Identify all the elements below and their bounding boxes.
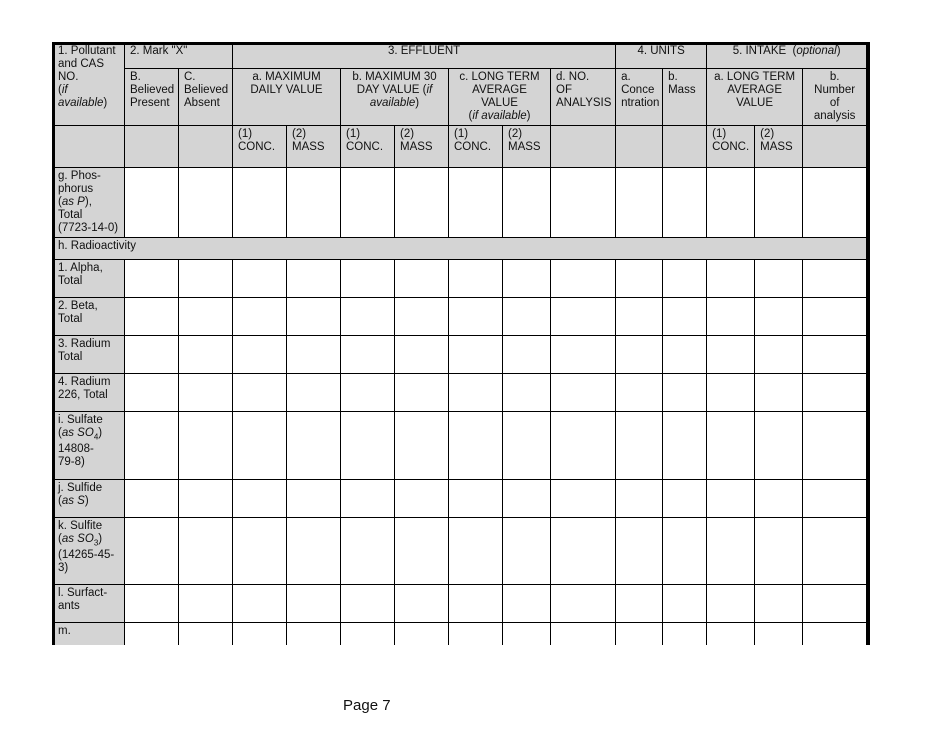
entry-cell[interactable]	[755, 336, 803, 374]
table-row	[53, 298, 870, 336]
entry-cell[interactable]	[395, 374, 449, 412]
entry-cell[interactable]	[503, 518, 551, 585]
entry-cell[interactable]	[867, 374, 870, 412]
pollutant-label-radium-226: 4. Radium 226, Total	[53, 374, 125, 412]
entry-cell[interactable]	[551, 260, 616, 298]
entry-cell[interactable]	[803, 412, 867, 480]
entry-cell[interactable]	[287, 623, 341, 646]
entry-cell[interactable]	[755, 298, 803, 336]
table-row	[53, 260, 870, 298]
pollutant-label-radium: 3. Radium Total	[53, 336, 125, 374]
entry-cell[interactable]	[616, 374, 663, 412]
entry-cell[interactable]	[125, 480, 179, 518]
page-number: Page 7	[343, 697, 391, 714]
entry-cell[interactable]	[663, 336, 707, 374]
entry-cell[interactable]	[755, 168, 803, 238]
entry-cell[interactable]	[803, 623, 867, 646]
entry-cell[interactable]	[616, 480, 663, 518]
form-table-region	[52, 42, 870, 645]
blank-header-cell	[551, 126, 616, 168]
units-header: 4. UNITS	[616, 43, 707, 69]
entry-cell[interactable]	[707, 518, 755, 585]
mass-header: b. Mass	[663, 69, 707, 126]
entry-cell[interactable]	[233, 412, 287, 480]
entry-cell[interactable]	[503, 412, 551, 480]
entry-cell[interactable]	[395, 585, 449, 623]
entry-cell[interactable]	[179, 585, 233, 623]
entry-cell[interactable]	[449, 412, 503, 480]
table-row	[53, 336, 870, 374]
entry-cell[interactable]	[449, 623, 503, 646]
entry-cell[interactable]	[395, 336, 449, 374]
entry-cell[interactable]	[179, 336, 233, 374]
entry-cell[interactable]	[341, 374, 395, 412]
entry-cell[interactable]	[803, 260, 867, 298]
entry-cell[interactable]	[867, 412, 870, 480]
blank-header-cell	[616, 126, 663, 168]
concentration-header: a. Conce ntration	[616, 69, 663, 126]
entry-cell[interactable]	[616, 336, 663, 374]
entry-cell[interactable]	[867, 480, 870, 518]
entry-cell[interactable]	[551, 412, 616, 480]
entry-cell[interactable]	[395, 412, 449, 480]
entry-cell[interactable]	[663, 412, 707, 480]
entry-cell[interactable]	[503, 480, 551, 518]
entry-cell[interactable]	[287, 168, 341, 238]
entry-cell[interactable]	[707, 168, 755, 238]
entry-cell[interactable]	[125, 585, 179, 623]
entry-cell[interactable]	[707, 298, 755, 336]
entry-cell[interactable]	[867, 298, 870, 336]
entry-cell[interactable]	[125, 374, 179, 412]
entry-cell[interactable]	[551, 168, 616, 238]
entry-cell[interactable]	[287, 260, 341, 298]
entry-cell[interactable]	[395, 168, 449, 238]
entry-cell[interactable]	[233, 480, 287, 518]
entry-cell[interactable]	[803, 518, 867, 585]
entry-cell[interactable]	[551, 623, 616, 646]
entry-cell[interactable]	[233, 585, 287, 623]
entry-cell[interactable]	[663, 518, 707, 585]
entry-cell[interactable]	[755, 518, 803, 585]
entry-cell[interactable]	[125, 298, 179, 336]
pollutant-label-sulfate: i. Sulfate (as $SO_4$) 14808- 79-8)	[53, 412, 125, 480]
entry-cell[interactable]	[449, 168, 503, 238]
section-radioactivity: h. Radioactivity	[53, 238, 867, 260]
blank-header-cell	[663, 126, 707, 168]
entry-cell[interactable]	[395, 260, 449, 298]
table-row	[53, 623, 870, 646]
entry-cell[interactable]	[341, 298, 395, 336]
entry-cell[interactable]	[755, 260, 803, 298]
entry-cell[interactable]	[287, 518, 341, 585]
entry-cell[interactable]	[449, 336, 503, 374]
entry-cell[interactable]	[755, 412, 803, 480]
max-30-conc-header: (1) CONC.	[341, 126, 395, 168]
entry-cell[interactable]	[503, 623, 551, 646]
entry-cell[interactable]	[551, 518, 616, 585]
entry-cell[interactable]	[233, 168, 287, 238]
max-daily-mass-header: (2) MASS	[287, 126, 341, 168]
entry-cell[interactable]	[287, 336, 341, 374]
blank-header-cell	[125, 126, 179, 168]
entry-cell[interactable]	[179, 623, 233, 646]
max-30-mass-header: (2) MASS	[395, 126, 449, 168]
entry-cell[interactable]	[233, 374, 287, 412]
blank-header-cell	[179, 126, 233, 168]
pollutant-label-alpha: 1. Alpha, Total	[53, 260, 125, 298]
entry-cell[interactable]	[663, 260, 707, 298]
intake-long-term-header: a. LONG TERM AVERAGE VALUE	[707, 69, 803, 126]
entry-cell[interactable]	[707, 336, 755, 374]
entry-cell[interactable]	[616, 518, 663, 585]
entry-cell[interactable]	[867, 585, 870, 623]
entry-cell[interactable]	[663, 623, 707, 646]
entry-cell[interactable]	[663, 374, 707, 412]
entry-cell[interactable]	[503, 168, 551, 238]
entry-cell[interactable]	[449, 518, 503, 585]
entry-cell[interactable]	[395, 480, 449, 518]
entry-cell[interactable]	[867, 260, 870, 298]
table-row	[53, 168, 870, 238]
entry-cell[interactable]	[707, 260, 755, 298]
pollutant-label-phosphorus: g. Phos- phorus (as P), Total (7723-14-0)	[53, 168, 125, 238]
pollutant-label-m: m.	[53, 623, 125, 646]
mark-header: 2. Mark "X"	[125, 43, 233, 69]
entry-cell[interactable]	[179, 374, 233, 412]
entry-cell[interactable]	[755, 374, 803, 412]
max-30-day-header: b. MAXIMUM 30 DAY VALUE (if available)	[341, 69, 449, 126]
pollutant-label-sulfite: k. Sulfite (as $SO_3$) (14265-45- 3)	[53, 518, 125, 585]
entry-cell[interactable]	[803, 336, 867, 374]
table-row	[53, 585, 870, 623]
table-row	[53, 518, 870, 585]
entry-cell[interactable]	[707, 412, 755, 480]
entry-cell[interactable]	[503, 298, 551, 336]
pollutant-header: 1. Pollutant and CAS NO. (if available)	[53, 43, 125, 126]
entry-cell[interactable]	[287, 412, 341, 480]
entry-cell[interactable]	[287, 298, 341, 336]
entry-cell[interactable]	[287, 480, 341, 518]
entry-cell[interactable]	[551, 336, 616, 374]
entry-cell[interactable]	[449, 480, 503, 518]
entry-cell[interactable]	[503, 336, 551, 374]
entry-cell[interactable]	[616, 298, 663, 336]
num-analysis-header: d. NO. OF ANALYSIS	[551, 69, 616, 126]
entry-cell[interactable]	[551, 374, 616, 412]
entry-cell[interactable]	[755, 585, 803, 623]
entry-cell[interactable]	[341, 336, 395, 374]
entry-cell[interactable]	[803, 374, 867, 412]
blank-header-cell	[53, 126, 125, 168]
entry-cell[interactable]	[755, 623, 803, 646]
entry-cell[interactable]	[867, 168, 870, 238]
entry-cell[interactable]	[803, 168, 867, 238]
entry-cell[interactable]	[179, 518, 233, 585]
entry-cell[interactable]	[551, 298, 616, 336]
entry-cell[interactable]	[395, 298, 449, 336]
entry-cell[interactable]	[707, 480, 755, 518]
entry-cell[interactable]	[125, 623, 179, 646]
table-row	[53, 412, 870, 480]
entry-cell[interactable]	[503, 260, 551, 298]
entry-cell[interactable]	[551, 585, 616, 623]
entry-cell[interactable]	[233, 260, 287, 298]
entry-cell[interactable]	[803, 298, 867, 336]
entry-cell[interactable]	[663, 298, 707, 336]
entry-cell[interactable]	[616, 412, 663, 480]
entry-cell[interactable]	[803, 585, 867, 623]
entry-cell[interactable]	[707, 585, 755, 623]
long-term-conc-header: (1) CONC.	[449, 126, 503, 168]
entry-cell[interactable]	[341, 623, 395, 646]
entry-cell[interactable]	[287, 374, 341, 412]
entry-cell[interactable]	[233, 336, 287, 374]
intake-header: 5. INTAKE (optional)	[707, 43, 867, 69]
entry-cell[interactable]	[125, 260, 179, 298]
entry-cell[interactable]	[616, 623, 663, 646]
entry-cell[interactable]	[449, 298, 503, 336]
entry-cell[interactable]	[449, 374, 503, 412]
entry-cell[interactable]	[503, 585, 551, 623]
long-term-mass-header: (2) MASS	[503, 126, 551, 168]
entry-cell[interactable]	[803, 480, 867, 518]
entry-cell[interactable]	[179, 480, 233, 518]
table-row	[53, 480, 870, 518]
pollutant-label-sulfide: j. Sulfide (as S)	[53, 480, 125, 518]
max-daily-conc-header: (1) CONC.	[233, 126, 287, 168]
intake-number-header: b. Number of analysis	[803, 69, 867, 126]
entry-cell[interactable]	[449, 585, 503, 623]
max-daily-header: a. MAXIMUM DAILY VALUE	[233, 69, 341, 126]
entry-cell[interactable]	[503, 374, 551, 412]
entry-cell[interactable]	[125, 336, 179, 374]
entry-cell[interactable]	[867, 518, 870, 585]
entry-cell[interactable]	[233, 298, 287, 336]
blank-header-cell	[803, 126, 867, 168]
entry-cell[interactable]	[125, 168, 179, 238]
entry-cell[interactable]	[707, 374, 755, 412]
entry-cell[interactable]	[287, 585, 341, 623]
entry-cell[interactable]	[179, 298, 233, 336]
entry-cell[interactable]	[663, 480, 707, 518]
entry-cell[interactable]	[341, 585, 395, 623]
believed-present-header: B. Believed Present	[125, 69, 179, 126]
long-term-header: c. LONG TERM AVERAGE VALUE (if available)	[449, 69, 551, 126]
intake-conc-header: (1) CONC.	[707, 126, 755, 168]
entry-cell[interactable]	[233, 623, 287, 646]
entry-cell[interactable]	[663, 585, 707, 623]
entry-cell[interactable]	[341, 412, 395, 480]
entry-cell[interactable]	[707, 623, 755, 646]
entry-cell[interactable]	[395, 518, 449, 585]
entry-cell[interactable]	[616, 585, 663, 623]
entry-cell[interactable]	[341, 260, 395, 298]
entry-cell[interactable]	[233, 518, 287, 585]
section-row	[53, 238, 870, 260]
entry-cell[interactable]	[179, 260, 233, 298]
entry-cell[interactable]	[395, 623, 449, 646]
pollutant-label-surfactants: l. Surfact- ants	[53, 585, 125, 623]
entry-cell[interactable]	[867, 336, 870, 374]
entry-cell[interactable]	[341, 518, 395, 585]
entry-cell[interactable]	[616, 168, 663, 238]
entry-cell[interactable]	[179, 412, 233, 480]
entry-cell[interactable]	[341, 168, 395, 238]
entry-cell[interactable]	[616, 260, 663, 298]
entry-cell[interactable]	[449, 260, 503, 298]
entry-cell[interactable]	[755, 480, 803, 518]
entry-cell[interactable]	[125, 518, 179, 585]
believed-absent-header: C. Believed Absent	[179, 69, 233, 126]
entry-cell[interactable]	[551, 480, 616, 518]
effluent-header: 3. EFFLUENT	[233, 43, 616, 69]
entry-cell[interactable]	[341, 480, 395, 518]
intake-mass-header: (2) MASS	[755, 126, 803, 168]
entry-cell[interactable]	[125, 412, 179, 480]
entry-cell[interactable]	[179, 168, 233, 238]
pollutant-table	[52, 42, 870, 645]
entry-cell[interactable]	[867, 623, 870, 646]
pollutant-label-beta: 2. Beta, Total	[53, 298, 125, 336]
table-row	[53, 374, 870, 412]
entry-cell[interactable]	[663, 168, 707, 238]
